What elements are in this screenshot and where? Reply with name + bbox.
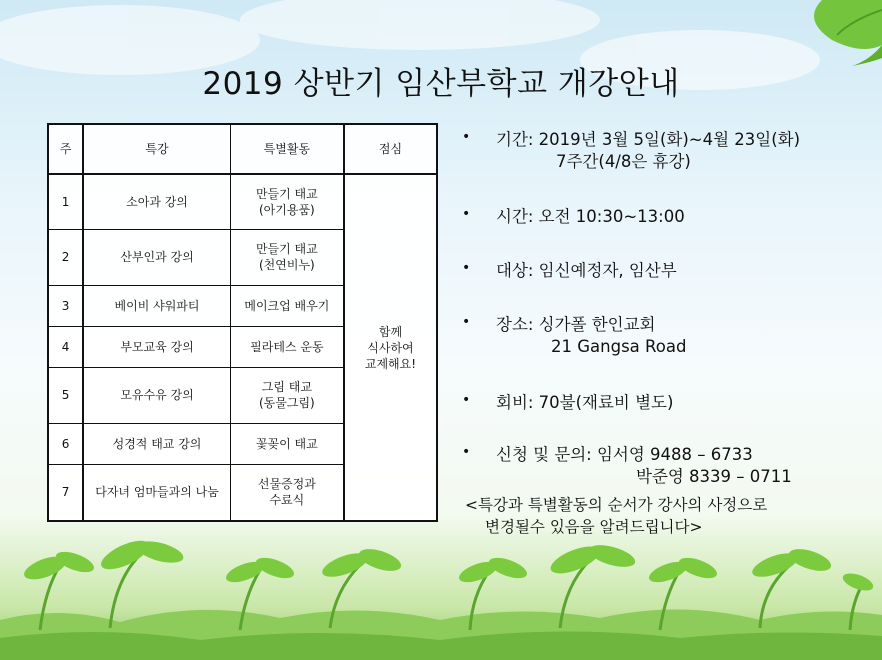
lunch-line: 교제해요! [364,356,417,371]
activity-line: 수료식 [269,493,305,508]
activity-line: 꽃꽂이 태교 [255,436,318,451]
activity-line: 필라테스 운동 [250,339,324,354]
lecture-cell: 다자녀 엄마들과의 나눔 [83,464,230,521]
lunch-line: 함께 [378,324,403,339]
header-week: 주 [48,124,83,174]
activity-line: 그림 태교 [261,380,312,394]
page-title: 2019 상반기 임산부학교 개강안내 [202,66,680,102]
header-lecture: 특강 [83,124,230,174]
activity-cell [230,285,344,326]
activity-line: 만들기 태교 [255,242,318,256]
activity-line: 선물증정과 [257,477,316,492]
lecture-cell: 성경적 태교 강의 [83,423,230,464]
contact-line: 박준영 8339 – 0711 [636,467,792,486]
week-cell: 3 [48,285,83,326]
activity-cell [230,174,344,229]
header-lunch: 점심 [344,124,437,174]
lecture-cell: 부모교육 강의 [83,326,230,367]
activity-cell [230,423,344,464]
activity-cell [230,229,344,285]
week-cell: 2 [48,229,83,285]
period-line: 7주간(4/8은 휴강) [556,152,691,171]
notice-line: <특강과 특별활동의 순서가 강사의 사정으로 [465,496,768,514]
week-cell: 5 [48,367,83,423]
activity-line: (천연비누) [259,258,315,272]
week-cell: 4 [48,326,83,367]
week-cell: 6 [48,423,83,464]
activity-line: 만들기 태교 [255,186,318,201]
bullet: • [462,206,471,222]
bullet: • [462,392,471,408]
bullet: • [462,129,471,145]
lunch-line: 식사하여 [367,340,414,355]
place-line: 21 Gangsa Road [551,337,687,356]
lecture-cell: 모유수유 강의 [83,367,230,423]
place-line: 장소: 싱가폴 한인교회 [496,315,656,334]
time-text: 시간: 오전 10:30~13:00 [496,207,685,226]
lecture-cell: 소아과 강의 [83,174,230,229]
target-text: 대상: 임신예정자, 임산부 [496,261,677,280]
header-activity: 특별활동 [230,124,344,174]
bullet: • [462,314,471,330]
period-line: 기간: 2019년 3월 5일(화)~4월 23일(화) [496,130,801,149]
schedule-table [47,123,438,522]
week-cell: 7 [48,464,83,521]
table-header-row [48,124,437,174]
contact-line: 신청 및 문의: 임서영 9488 – 6733 [496,445,753,464]
activity-line: (아기용품) [259,202,315,217]
notice-line: 변경될수 있음을 알려드립니다> [485,518,703,536]
table-row [48,174,437,229]
lunch-cell [344,174,437,521]
activity-cell [230,326,344,367]
bullet: • [462,260,471,276]
activity-cell [230,367,344,423]
lecture-cell: 산부인과 강의 [83,229,230,285]
activity-line: (동물그림) [259,396,315,410]
grass-decoration [0,510,882,660]
activity-line: 메이크업 배우기 [244,298,330,313]
week-cell: 1 [48,174,83,229]
fee-text: 회비: 70불(재료비 별도) [496,393,674,412]
bullet: • [462,444,471,460]
lecture-cell: 베이비 샤워파티 [83,285,230,326]
